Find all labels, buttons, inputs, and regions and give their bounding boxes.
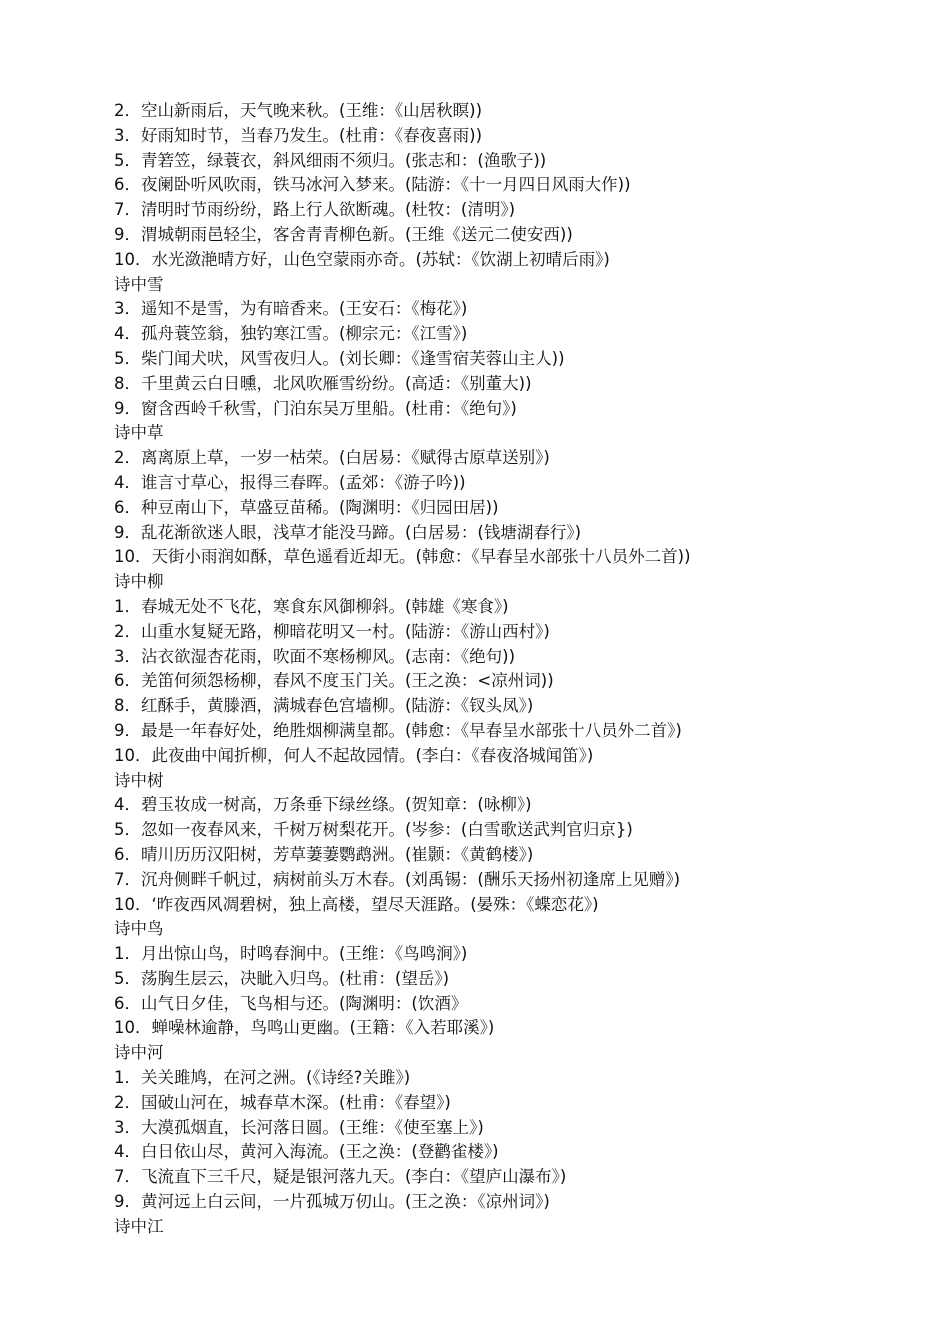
poem-line: 9．最是一年春好处，绝胜烟柳满皇都。(韩愈：《早春呈水部张十八员外二首》) bbox=[114, 720, 682, 740]
poem-line: 6．山气日夕佳，飞鸟相与还。(陶渊明：(饮酒》 bbox=[114, 993, 468, 1013]
poem-line: 6．种豆南山下，草盛豆苗稀。(陶渊明：《归园田居)) bbox=[114, 497, 499, 517]
poem-line: 7．飞流直下三千尺，疑是银河落九天。(李白：《望庐山瀑布》) bbox=[114, 1167, 567, 1187]
section-heading: 诗中草 bbox=[114, 423, 164, 443]
section-heading: 诗中江 bbox=[114, 1216, 164, 1236]
poem-line: 10．蝉噪林逾静，鸟鸣山更幽。(王籍：《入若耶溪》) bbox=[114, 1018, 495, 1038]
poem-line: 1．月出惊山鸟，时鸣春涧中。(王维：《鸟鸣涧》) bbox=[114, 944, 468, 964]
poem-line: 2．空山新雨后，天气晚来秋。(王维：《山居秋瞑)) bbox=[114, 101, 483, 120]
poem-line: 10．水光潋滟晴方好，山色空蒙雨亦奇。(苏轼：《饮湖上初晴后雨》) bbox=[114, 249, 610, 269]
section-heading: 诗中柳 bbox=[114, 572, 164, 592]
poem-line: 8．千里黄云白日曛，北风吹雁雪纷纷。(高适：《别董大)) bbox=[114, 373, 532, 393]
poem-line: 10．天街小雨润如酥，草色遥看近却无。(韩愈：《早春呈水部张十八员外二首)) bbox=[114, 547, 691, 567]
poem-line: 6．晴川历历汉阳树，芳草萋萋鹦鹉洲。(崔颢：《黄鹤楼》) bbox=[114, 844, 534, 864]
section-heading: 诗中树 bbox=[114, 770, 164, 790]
poem-line: 1．关关雎鸠，在河之洲。(《诗经?关雎》) bbox=[114, 1068, 411, 1088]
poem-line: 7．清明时节雨纷纷，路上行人欲断魂。(杜牧：(清明》) bbox=[114, 200, 516, 220]
poem-line: 7．沉舟侧畔千帆过，病树前头万木春。(刘禹锡：(酬乐天扬州初逢席上见赠》) bbox=[114, 869, 681, 889]
poem-line: 3．大漠孤烟直，长河落日圆。(王维：《使至塞上》) bbox=[114, 1117, 484, 1137]
poem-line: 5．柴门闻犬吠，风雪夜归人。(刘长卿：《逢雪宿芙蓉山主人)) bbox=[114, 348, 565, 368]
poem-line: 5．荡胸生层云，决眦入归鸟。(杜甫：(望岳》) bbox=[114, 968, 450, 988]
poem-line: 8．红酥手，黄滕酒，满城春色宫墙柳。(陆游：《钗头凤》) bbox=[114, 696, 534, 716]
poem-line: 2．离离原上草，一岁一枯荣。(白居易：《赋得古原草送别》) bbox=[114, 448, 550, 468]
poem-line: 4．碧玉妆成一树高，万条垂下绿丝绦。(贺知章：(咏柳》) bbox=[114, 795, 532, 815]
poem-line: 6．羌笛何须怨杨柳，春风不度玉门关。(王之涣：<凉州词)) bbox=[114, 671, 554, 691]
poem-line: 3．沾衣欲湿杏花雨，吹面不寒杨柳风。(志南：《绝句)) bbox=[114, 646, 516, 666]
poem-line: 4．谁言寸草心，报得三春晖。(孟郊：《游子吟)) bbox=[114, 472, 466, 492]
poem-line: 2．山重水复疑无路，柳暗花明又一村。(陆游：《游山西村》) bbox=[114, 621, 550, 641]
poem-line: 9．窗含西岭千秋雪，门泊东吴万里船。(杜甫：《绝句》) bbox=[114, 398, 517, 418]
poem-line: 2．国破山河在，城春草木深。(杜甫：《春望》) bbox=[114, 1092, 451, 1112]
poem-line: 10．此夜曲中闻折柳，何人不起故园情。(李白：《春夜洛城闻笛》) bbox=[114, 745, 594, 765]
poem-line: 3．遥知不是雪，为有暗香来。(王安石：《梅花》) bbox=[114, 299, 468, 319]
section-heading: 诗中雪 bbox=[114, 274, 164, 294]
poem-line: 3．好雨知时节，当春乃发生。(杜甫：《春夜喜雨)) bbox=[114, 125, 483, 145]
poem-line: 5．忽如一夜春风来，千树万树梨花开。(岑参：(白雪歌送武判官归京}) bbox=[114, 820, 633, 840]
poem-line: 1．春城无处不飞花，寒食东风御柳斜。(韩雄《寒食》) bbox=[114, 596, 509, 616]
poem-line: 10．‘昨夜西风凋碧树，独上高楼，望尽天涯路。(晏殊：《蝶恋花》) bbox=[114, 894, 599, 914]
section-heading: 诗中河 bbox=[114, 1043, 164, 1063]
poem-line: 9．黄河远上白云间，一片孤城万仞山。(王之涣：《凉州词》) bbox=[114, 1192, 550, 1212]
poem-line: 5．青箬笠，绿蓑衣，斜风细雨不须归。(张志和：(渔歌子)) bbox=[114, 150, 547, 170]
poem-line: 6．夜阑卧听风吹雨，铁马冰河入梦来。(陆游：《十一月四日风雨大作)) bbox=[114, 175, 631, 195]
poem-line: 9．渭城朝雨邑轻尘，客舍青青柳色新。(王维《送元二使安西)) bbox=[114, 224, 573, 244]
poem-line: 4．白日依山尽，黄河入海流。(王之涣：(登鹳雀楼》) bbox=[114, 1142, 499, 1162]
document-page bbox=[114, 99, 914, 1240]
section-heading: 诗中鸟 bbox=[114, 919, 164, 939]
poem-line: 9．乱花渐欲迷人眼，浅草才能没马蹄。(白居易：(钱塘湖春行》) bbox=[114, 522, 582, 542]
poem-line: 4．孤舟蓑笠翁，独钓寒江雪。(柳宗元：《江雪》) bbox=[114, 324, 468, 344]
